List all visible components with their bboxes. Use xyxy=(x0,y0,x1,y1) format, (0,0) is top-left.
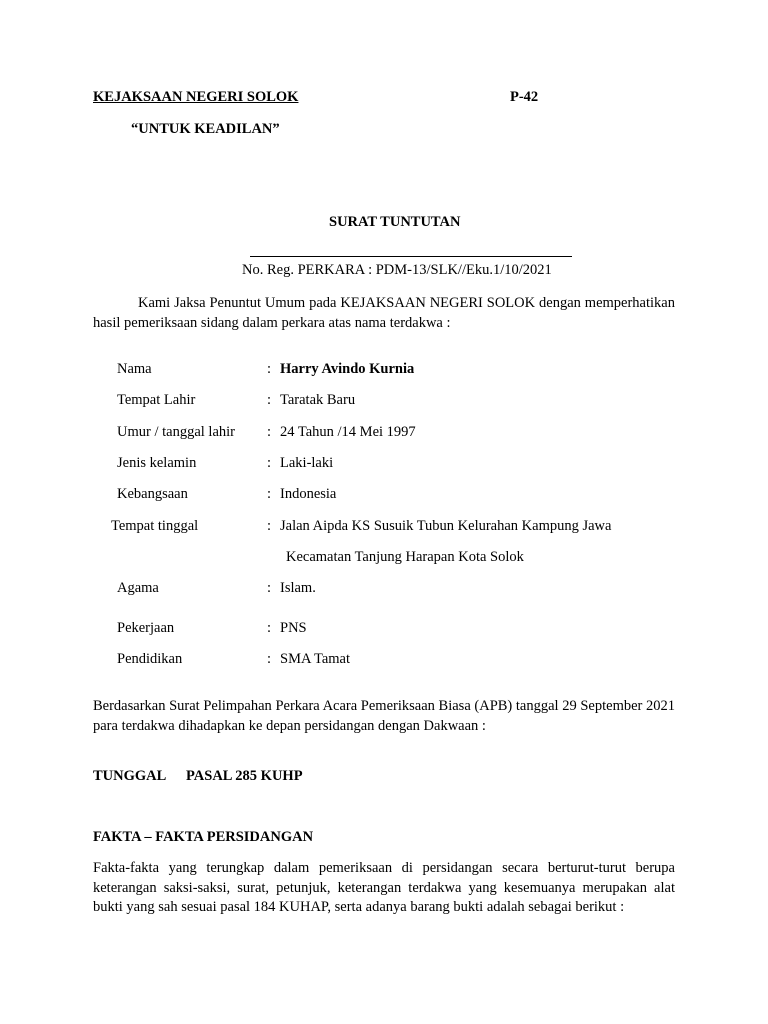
identity-label: Tempat Lahir xyxy=(117,392,196,408)
identity-label: Jenis kelamin xyxy=(117,455,197,471)
identity-label: Tempat tinggal xyxy=(111,518,199,534)
identity-colon: : xyxy=(267,424,272,440)
document-title: SURAT TUNTUTAN xyxy=(329,214,461,230)
identity-value: Islam. xyxy=(280,580,316,596)
header-motto: “UNTUK KEADILAN” xyxy=(131,121,280,137)
identity-colon: : xyxy=(267,518,272,534)
identity-colon: : xyxy=(267,486,272,502)
identity-value: Indonesia xyxy=(280,486,337,502)
identity-value: PNS xyxy=(280,620,307,636)
facts-heading: FAKTA – FAKTA PERSIDANGAN xyxy=(93,829,314,845)
header-office: KEJAKSAAN NEGERI SOLOK xyxy=(93,89,299,105)
identity-colon: : xyxy=(267,455,272,471)
facts-paragraph: Fakta-fakta yang terungkap dalam pemeriksaan di persidangan secara berturut-turut berupa keterangan saksi-saksi, surat, petunjuk, keterangan terdakwa yang kesemuanya merupakan alat bukti yang sah sesuai pasal 184 KUHAP, serta adanya barang bukti adalah sebagai berikut : xyxy=(93,860,675,916)
identity-label: Pekerjaan xyxy=(117,620,175,636)
identity-colon: : xyxy=(267,361,272,377)
identity-value: SMA Tamat xyxy=(280,651,351,667)
identity-label: Agama xyxy=(117,580,159,596)
identity-colon: : xyxy=(267,651,272,667)
apb-paragraph: Berdasarkan Surat Pelimpahan Perkara Acara Pemeriksaan Biasa (APB) tanggal 29 September 2021 para terdakwa dihadapkan ke depan persidangan dengan Dakwaan : xyxy=(93,698,675,734)
charge-type: TUNGGAL xyxy=(93,768,167,784)
identity-colon: : xyxy=(267,620,272,636)
intro-paragraph: Kami Jaksa Penuntut Umum pada KEJAKSAAN NEGERI SOLOK dengan memperhatikan hasil pemeriksaan sidang dalam perkara atas nama terdakwa : xyxy=(93,295,675,331)
identity-value: Laki-laki xyxy=(280,455,334,471)
identity-value: Taratak Baru xyxy=(280,392,356,408)
identity-value-continued: Kecamatan Tanjung Harapan Kota Solok xyxy=(286,549,524,565)
identity-value: 24 Tahun /14 Mei 1997 xyxy=(280,424,416,440)
identity-label: Kebangsaan xyxy=(117,486,188,502)
identity-label: Umur / tanggal lahir xyxy=(117,424,235,440)
title-rule xyxy=(250,256,572,257)
charge-article: PASAL 285 KUHP xyxy=(186,768,303,784)
identity-colon: : xyxy=(267,392,272,408)
identity-label: Nama xyxy=(117,361,152,377)
identity-colon: : xyxy=(267,580,272,596)
identity-value: Jalan Aipda KS Susuik Tubun Kelurahan Kampung Jawa xyxy=(280,518,612,534)
header-form-code: P-42 xyxy=(510,89,539,105)
registration-number: No. Reg. PERKARA : PDM-13/SLK//Eku.1/10/2021 xyxy=(242,262,552,278)
identity-label: Pendidikan xyxy=(117,651,183,667)
identity-value: Harry Avindo Kurnia xyxy=(280,361,415,377)
